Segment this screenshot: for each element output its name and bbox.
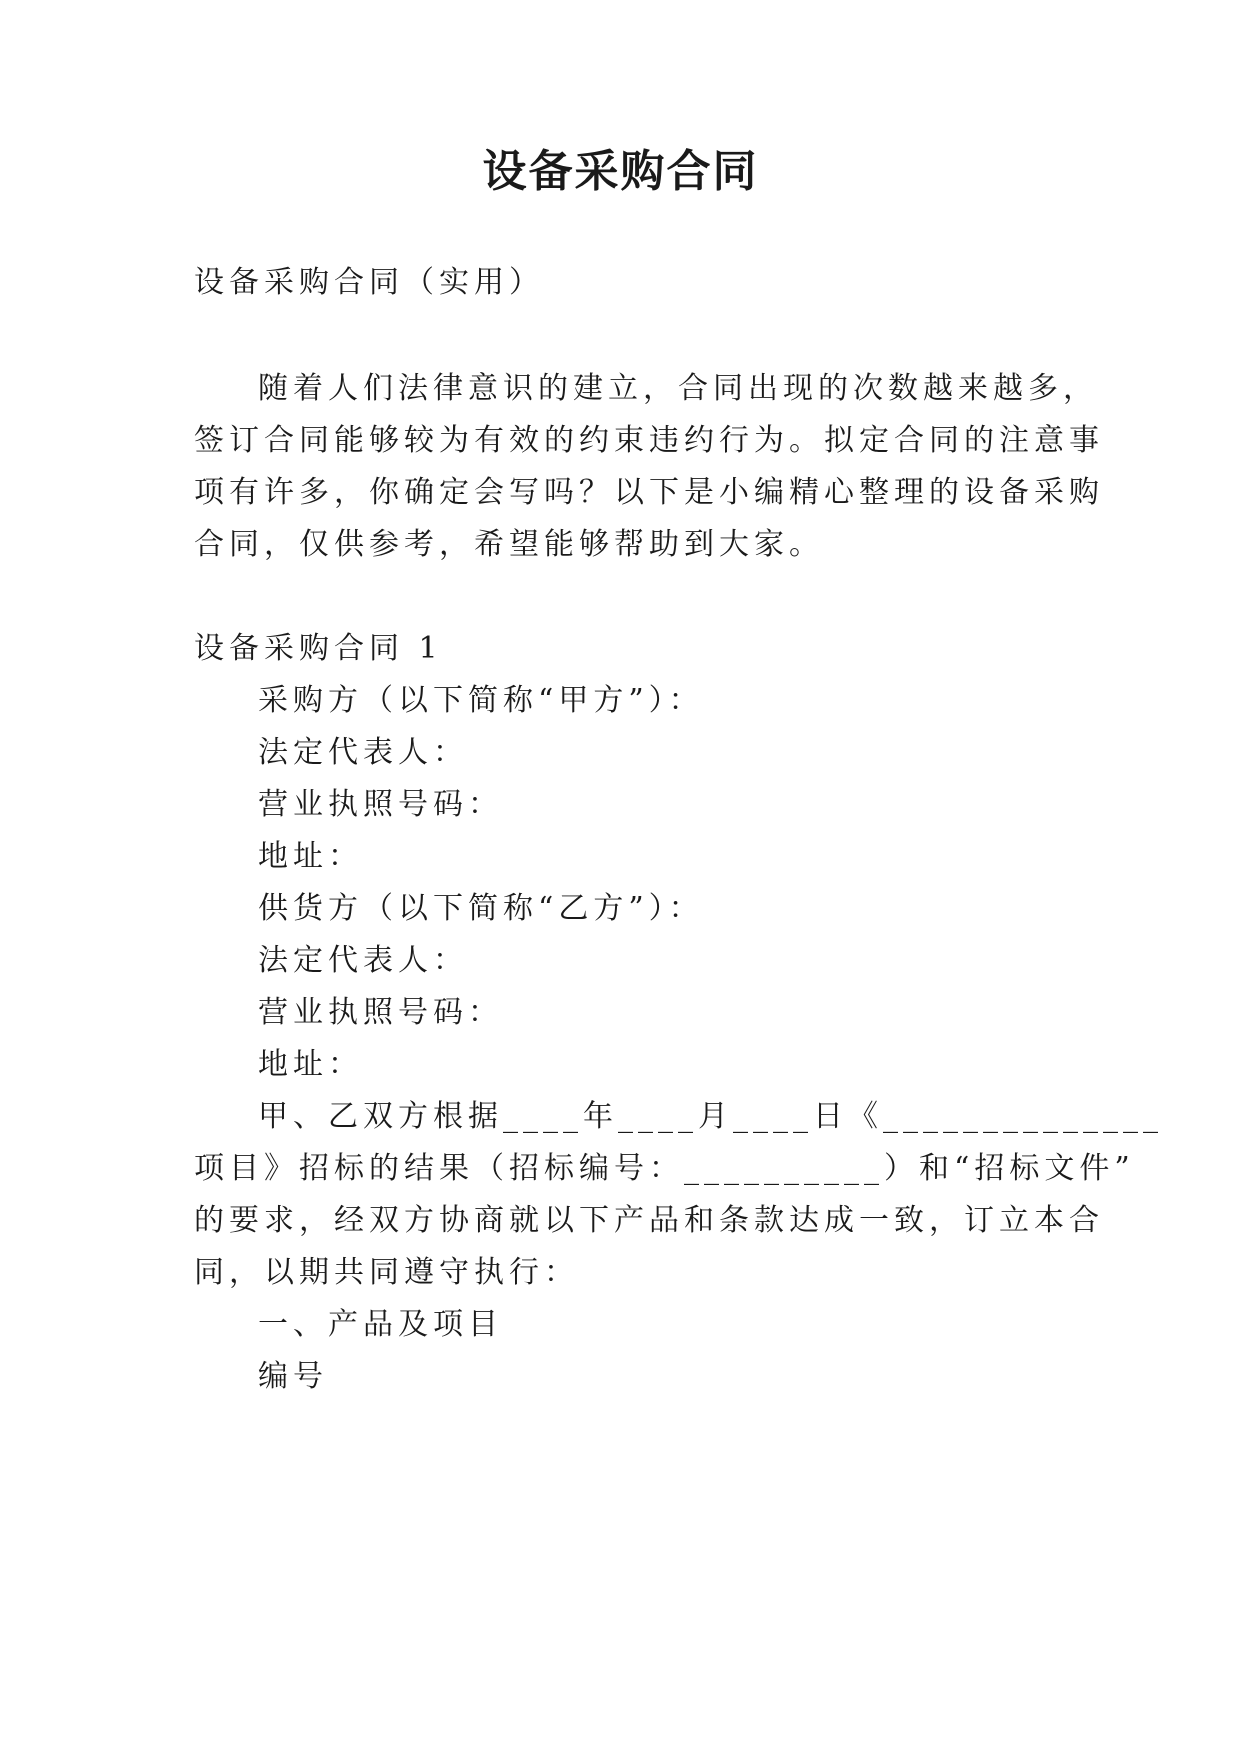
- agreement-line-2: 项目》招标的结果（招标编号：__________）和“招标文件”: [194, 1151, 1135, 1186]
- agreement-line-4: 同，以期共同遵守执行：: [194, 1255, 579, 1290]
- party-line-4: 地址：: [258, 839, 363, 874]
- party-line-7: 营业执照号码：: [258, 995, 503, 1030]
- intro-line-3: 项有许多，你确定会写吗？以下是小编精心整理的设备采购: [194, 475, 1104, 510]
- item-heading: 一、产品及项目: [258, 1307, 503, 1342]
- party-line-8: 地址：: [258, 1047, 363, 1082]
- agreement-line-3: 的要求，经双方协商就以下产品和条款达成一致，订立本合: [194, 1203, 1104, 1238]
- section-heading: 设备采购合同 1: [194, 631, 443, 666]
- party-line-2: 法定代表人：: [258, 735, 468, 770]
- document-title: 设备采购合同: [482, 146, 759, 197]
- item-label: 编号: [258, 1359, 328, 1394]
- party-line-6: 法定代表人：: [258, 943, 468, 978]
- party-line-1: 采购方（以下简称“甲方”）：: [258, 683, 704, 718]
- intro-line-2: 签订合同能够较为有效的约束违约行为。拟定合同的注意事: [194, 423, 1104, 458]
- document-subtitle: 设备采购合同（实用）: [194, 265, 544, 300]
- intro-line-4: 合同，仅供参考，希望能够帮助到大家。: [194, 527, 824, 562]
- party-line-5: 供货方（以下简称“乙方”）：: [258, 891, 704, 926]
- agreement-line-1: 甲、乙双方根据____年____月____日《______________: [258, 1099, 1163, 1134]
- party-line-3: 营业执照号码：: [258, 787, 503, 822]
- intro-line-1: 随着人们法律意识的建立，合同出现的次数越来越多，: [258, 371, 1098, 406]
